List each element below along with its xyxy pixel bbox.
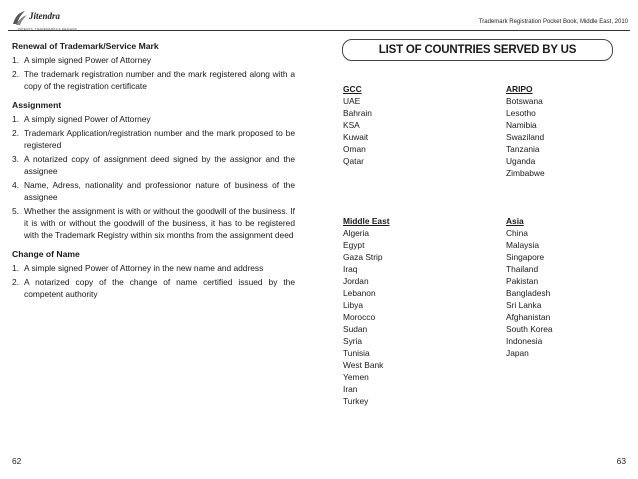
list-item: [12, 205, 295, 241]
country-item: Thailand: [506, 264, 539, 274]
country-item: Gaza Strip: [343, 252, 383, 262]
section-heading: Assignment: [12, 100, 62, 110]
logo-mark-icon: [10, 9, 28, 27]
item-text: A simply signed Power of Attorney: [24, 114, 151, 124]
country-item: Namibia: [506, 120, 537, 130]
header-divider: [8, 30, 630, 31]
publisher-logo: [8, 9, 77, 37]
country-item: Iran: [343, 384, 358, 394]
countries-title: LIST OF COUNTRIES SERVED BY US: [342, 39, 613, 61]
country-item: South Korea: [506, 324, 553, 334]
country-item: KSA: [343, 120, 360, 130]
country-item: Afghanistan: [506, 312, 551, 322]
logo-tagline: PATENTS, TRADEMARKS & DESIGNS: [18, 27, 77, 31]
country-item: Morocco: [343, 312, 376, 322]
region-heading: ARIPO: [506, 84, 533, 94]
item-text: A notarized copy of the change of name certified issued by the competent authority: [24, 277, 295, 299]
item-number: 1.: [12, 55, 19, 65]
section-heading: Change of Name: [12, 249, 80, 259]
country-list: [343, 95, 372, 167]
list-item: [12, 113, 295, 125]
country-item: China: [506, 228, 528, 238]
section-change-of-name: [12, 248, 295, 300]
country-item: Tanzania: [506, 144, 540, 154]
country-list: [506, 227, 553, 359]
country-list: [506, 95, 545, 179]
item-number: 1.: [12, 263, 19, 273]
list-item: [12, 262, 295, 274]
right-page-number: 63: [616, 456, 626, 466]
country-list: [343, 227, 390, 407]
country-item: Tunisia: [343, 348, 370, 358]
item-number: 2.: [12, 277, 19, 287]
item-number: 5.: [12, 206, 19, 216]
list-item: [12, 179, 295, 203]
country-item: Kuwait: [343, 132, 369, 142]
country-item: West Bank: [343, 360, 384, 370]
country-item: Swaziland: [506, 132, 545, 142]
country-item: Jordan: [343, 276, 369, 286]
item-text: A notarized copy of assignment deed signed by the assignor and the assignee: [24, 154, 295, 176]
item-number: 4.: [12, 180, 19, 190]
country-item: Syria: [343, 336, 363, 346]
country-item: Oman: [343, 144, 366, 154]
section-assignment: [12, 99, 295, 241]
region-heading: Asia: [506, 216, 524, 226]
country-item: Zimbabwe: [506, 168, 545, 178]
list-item: [12, 68, 295, 92]
country-item: Bangladesh: [506, 288, 551, 298]
country-item: Algeria: [343, 228, 370, 238]
country-item: Indonesia: [506, 336, 543, 346]
item-text: Name, Adress, nationality and professionor nature of business of the assignee: [24, 180, 295, 202]
region-heading: Middle East: [343, 216, 390, 226]
item-number: 2.: [12, 69, 19, 79]
item-text: The trademark registration number and the mark registered along with a copy of the registration certificate: [24, 69, 295, 91]
country-item: Yemen: [343, 372, 369, 382]
country-item: Egypt: [343, 240, 365, 250]
country-item: Sri Lanka: [506, 300, 542, 310]
list-item: [12, 153, 295, 177]
item-number: 2.: [12, 128, 19, 138]
item-number: 3.: [12, 154, 19, 164]
country-item: Bahrain: [343, 108, 372, 118]
country-item: Qatar: [343, 156, 364, 166]
region-aripo: [506, 83, 545, 179]
country-item: Libya: [343, 300, 364, 310]
country-item: Pakistan: [506, 276, 539, 286]
section-heading: Renewal of Trademark/Service Mark: [12, 41, 159, 51]
item-number: 1.: [12, 114, 19, 124]
country-item: Turkey: [343, 396, 369, 406]
left-page-content: [12, 40, 295, 307]
item-text: A simple signed Power of Attorney: [24, 55, 152, 65]
region-asia: [506, 215, 553, 359]
country-item: Sudan: [343, 324, 368, 334]
country-item: Japan: [506, 348, 529, 358]
country-item: Iraq: [343, 264, 358, 274]
list-item: [12, 127, 295, 151]
item-text: A simple signed Power of Attorney in the new name and address: [24, 263, 264, 273]
logo-name: Jitendra: [29, 11, 61, 21]
left-page-number: 62: [12, 456, 22, 466]
item-text: Trademark Application/registration number and the mark proposed to be registered: [24, 128, 295, 150]
list-item: [12, 54, 295, 66]
running-head: Trademark Registration Pocket Book, Middle East, 2010: [478, 19, 628, 25]
country-item: Lebanon: [343, 288, 376, 298]
region-middle-east: [343, 215, 390, 407]
region-gcc: [343, 83, 372, 167]
country-item: Botswana: [506, 96, 543, 106]
section-renewal: [12, 40, 295, 92]
country-item: Uganda: [506, 156, 536, 166]
item-text: Whether the assignment is with or without the goodwill of the business. If it is with or without the goodwill of the business, it has to be registered with the Trademark Registry within six months from the assignment deed: [24, 206, 295, 240]
list-item: [12, 276, 295, 300]
region-heading: GCC: [343, 84, 362, 94]
country-item: Malaysia: [506, 240, 540, 250]
country-item: Lesotho: [506, 108, 536, 118]
country-item: Singapore: [506, 252, 545, 262]
country-item: UAE: [343, 96, 361, 106]
